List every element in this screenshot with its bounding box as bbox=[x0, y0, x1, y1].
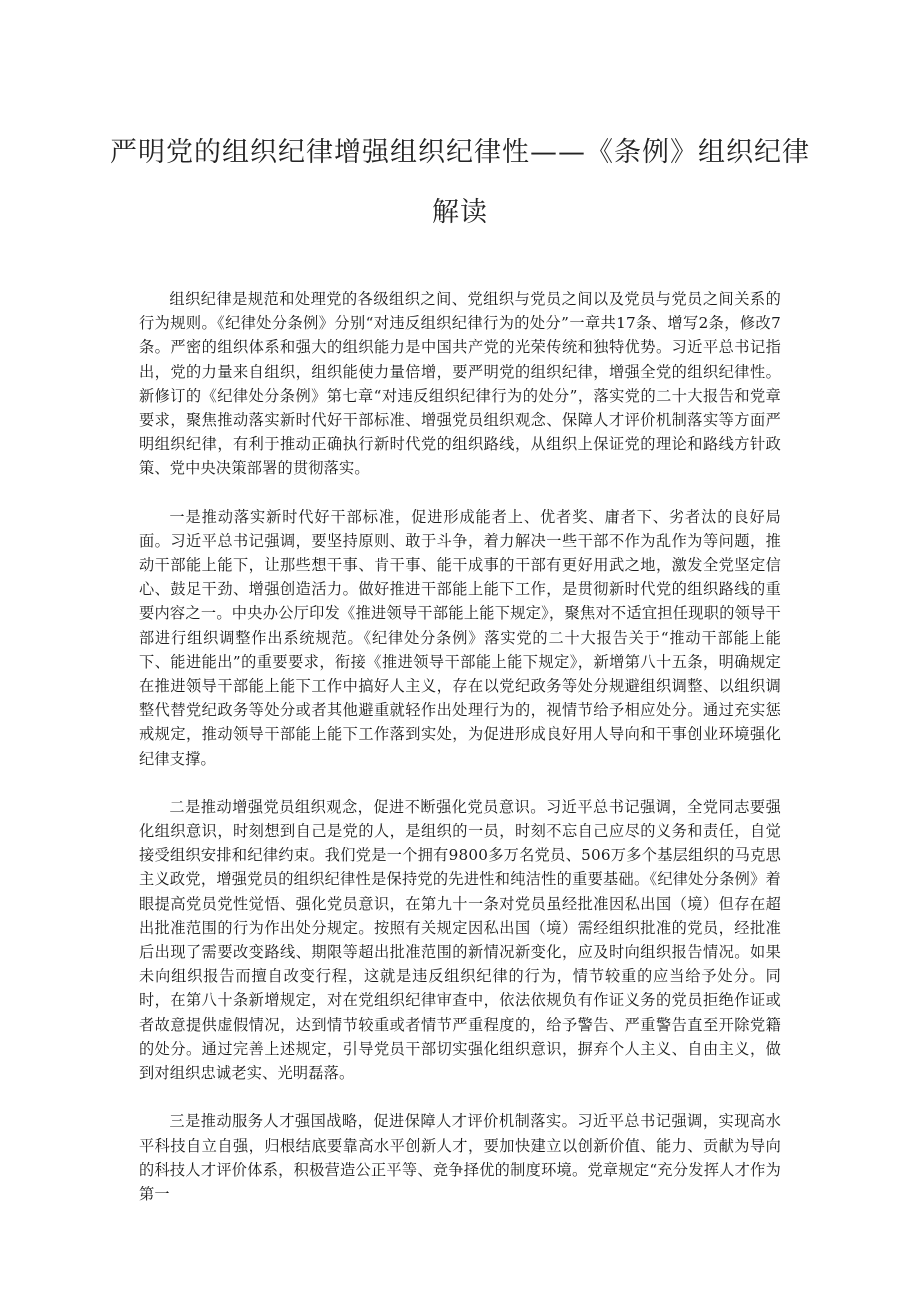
document-title-line-2: 解读 bbox=[432, 197, 488, 228]
paragraph-intro: 组织纪律是规范和处理党的各级组织之间、党组织与党员之间以及党员与党员之间关系的行为规则。《纪律处分条例》分别“对违反组织纪律行为的处分”一章共17条、增写2条，修改7条。严密的组织体系和强大的组织能力是中国共产党的光荣传统和独特优势。习近平总书记指出，党的力量来自组织，组织能使力量倍增，要严明党的组织纪律，增强全党的组织纪律性。新修订的《纪律处分条例》第七章“对违反组织纪律行为的处分”，落实党的二十大报告和党章要求，聚焦推动落实新时代好干部标准、增强党员组织观念、保障人才评价机制落实等方面严明组织纪律，有利于推动正确执行新时代党的组织路线，从组织上保证党的理论和路线方针政策、党中央决策部署的贯彻落实。 bbox=[139, 290, 781, 478]
document-title-line-1: 严明党的组织纪律增强组织纪律性——《条例》组织纪律 bbox=[110, 137, 810, 168]
paragraph-point-one: 一是推动落实新时代好干部标准，促进形成能者上、优者奖、庸者下、劣者汰的良好局面。习近平总书记强调，要坚持原则、敢于斗争，着力解决一些干部不作为乱作为等问题，推动干部能上能下，让那些想干事、肯干事、能干成事的干部有更好用武之地，激发全党坚定信心、鼓足干劲、增强创造活力。做好推进干部能上能下工作，是贯彻新时代党的组织路线的重要内容之一。中央办公厅印发《推进领导干部能上能下规定》，聚焦对不适宜担任现职的领导干部进行组织调整作出系统规范。《纪律处分条例》落实党的二十大报告关于“推动干部能上能下、能进能出”的重要要求，衔接《推进领导干部能上能下规定》，新增第八十五条，明确规定在推进领导干部能上能下工作中搞好人主义，存在以党纪政务等处分规避组织调整、以组织调整代替党纪政务等处分或者其他避重就轻作出处理行为的，视情节给予相应处分。通过充实惩戒规定，推动领导干部能上能下工作落到实处，为促进形成良好用人导向和干事创业环境强化纪律支撑。 bbox=[139, 507, 781, 768]
paragraph-point-two: 二是推动增强党员组织观念，促进不断强化党员意识。习近平总书记强调，全党同志要强化组织意识，时刻想到自己是党的人，是组织的一员，时刻不忘自己应尽的义务和责任，自觉接受组织安排和纪律约束。我们党是一个拥有9800多万名党员、506万多个基层组织的马克思主义政党，增强党员的组织纪律性是保持党的先进性和纯洁性的重要基础。《纪律处分条例》着眼提高党员党性觉悟、强化党员意识，在第九十一条对党员虽经批准因私出国（境）但存在超出批准范围的行为作出处分规定。按照有关规定因私出国（境）需经组织批准的党员，经批准后出现了需要改变路线、期限等超出批准范围的新情况新变化，应及时向组织报告情况。如果未向组织报告而擅自改变行程，这就是违反组织纪律的行为，情节较重的应当给予处分。同时，在第八十条新增规定，对在党组织纪律审查中，依法依规负有作证义务的党员拒绝作证或者故意提供虚假情况，达到情节较重或者情节严重程度的，给予警告、严重警告直至开除党籍的处分。通过完善上述规定，引导党员干部切实强化组织意识，摒弃个人主义、自由主义，做到对组织忠诚老实、光明磊落。 bbox=[139, 797, 781, 1083]
document-body bbox=[139, 287, 781, 1230]
paragraph-point-three: 三是推动服务人才强国战略，促进保障人才评价机制落实。习近平总书记强调，实现高水平科技自立自强，归根结底要靠高水平创新人才，要加快建立以创新价值、能力、贡献为导向的科技人才评价体系，积极营造公正平等、竞争择优的制度环境。党章规定“充分发挥人才作为第一 bbox=[139, 1112, 781, 1203]
